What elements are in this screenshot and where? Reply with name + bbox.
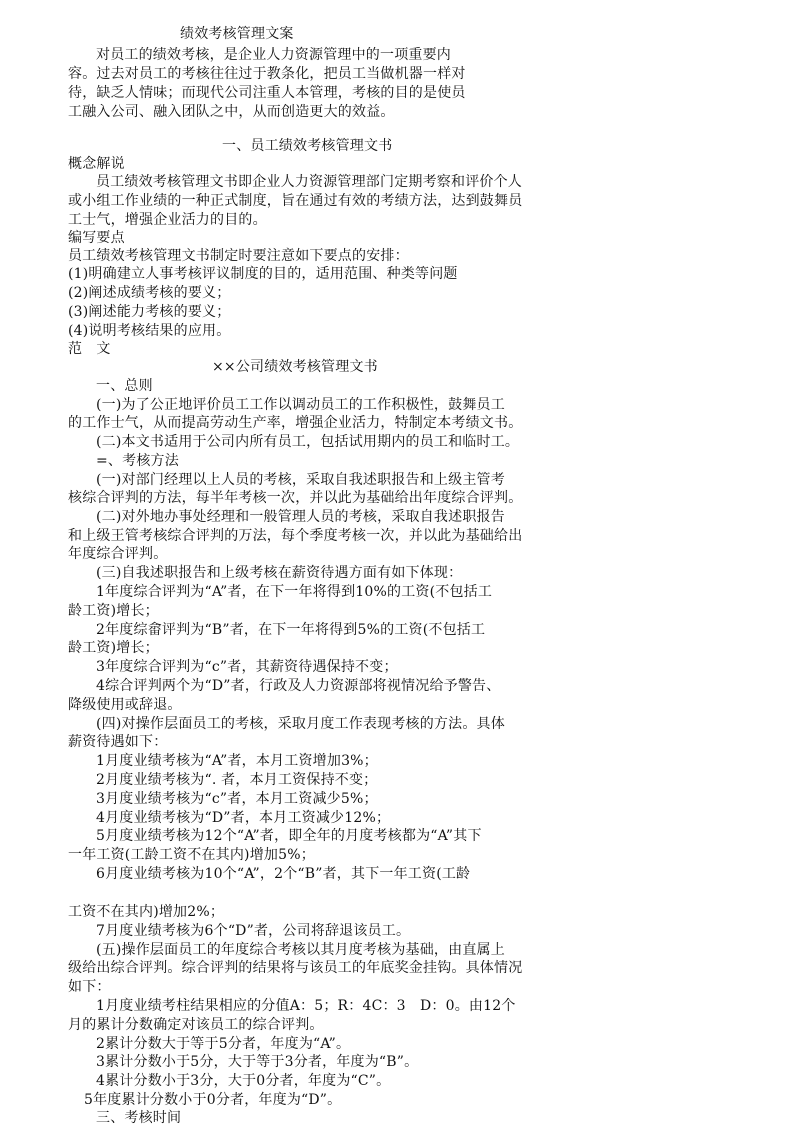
body-line: (一)对部门经理以上人员的考核，采取自我述职报告和上级主管考 xyxy=(96,472,505,488)
body-line: (四)对操作层面员工的考核，采取月度工作表现考核的方法。具体 xyxy=(96,716,505,732)
body-line: 龄工资)增长； xyxy=(68,640,159,656)
body-line: =、考核方法 xyxy=(96,453,179,469)
body-line: 降级使用或辞退。 xyxy=(68,697,182,713)
intro-line: 待，缺乏人情味；而现代公司注重人本管理，考核的目的是使员 xyxy=(68,85,466,101)
body-line: (三)自我述职报告和上级考核在薪资待遇方面有如下体现： xyxy=(96,565,463,581)
body-line: 4综合评判两个为“D”者，行政及人力资源部将视情况给予警告、 xyxy=(96,678,501,694)
writing-label: 编写要点 xyxy=(68,230,125,246)
body-line: (一)为了公正地评价员工工作以调动员工的工作积极性，鼓舞员工 xyxy=(96,397,505,413)
body-line: 和上级王管考核综合评判的万法，每个季度考核一次，并以此为基础给出 xyxy=(68,528,523,544)
body-line: (二)对外地办事处经理和一般管理人员的考核，采取自我述职报告 xyxy=(96,509,505,525)
writing-point: (4)说明考核结果的应用。 xyxy=(68,323,231,339)
body-line: 龄工资)增长； xyxy=(68,603,159,619)
body-line: 三、考核时间 xyxy=(96,1110,182,1126)
intro-line: 工融入公司、融入团队之中，从而创造更大的效益。 xyxy=(68,104,395,120)
body-line: 工资不在其内)增加2%； xyxy=(68,904,225,920)
writing-point: (3)阐述能力考核的要义； xyxy=(68,304,231,320)
body-line: 7月度业绩考核为6个“D”者，公司将辞退该员工。 xyxy=(96,923,411,939)
body-line: 如下： xyxy=(68,979,111,995)
intro-line: 对员工的绩效考核，是企业人力资源管理中的一项重要内 xyxy=(96,47,451,63)
body-line: 核综合评判的方法，每半年考核一次，并以此为基础给出年度综合评判。 xyxy=(68,490,523,506)
section-heading: 一、员工绩效考核管理文书 xyxy=(222,138,393,154)
body-line: 3累计分数小于5分，大于等于3分者，年度为“B”。 xyxy=(96,1054,419,1070)
concept-label: 概念解说 xyxy=(68,156,125,172)
body-line: 1月度业绩考核为“A”者，本月工资增加3%； xyxy=(96,753,378,769)
body-line: 1月度业绩考柱结果相应的分值A：5；R：4C：3 D：0。由12个 xyxy=(96,998,516,1014)
body-line: (二)本文书适用于公司内所有员工，包括试用期内的员工和临时工。 xyxy=(96,434,520,450)
doc-title: 绩效考核管理文案 xyxy=(180,26,294,42)
body-line: 4月度业绩考核为“D”者，本月工资减少12%； xyxy=(96,810,391,826)
body-line: 的工作士气，从而提高劳动生产率，增强企业活力，特制定本考绩文书。 xyxy=(68,415,523,431)
body-line: 6月度业绩考核为10个“A”，2个“B”者，其下一年工资(工龄 xyxy=(96,866,471,882)
body-line: 薪资待遇如下： xyxy=(68,734,168,750)
sample-label: 范 文 xyxy=(68,341,111,357)
writing-point: (2)阐述成绩考核的要义； xyxy=(68,285,231,301)
body-line: 4累计分数小于3分，大于0分者，年度为“C”。 xyxy=(96,1073,391,1089)
body-line: 2累计分数大于等于5分者，年度为“A”。 xyxy=(96,1036,351,1052)
concept-line: 或小组工作业绩的一种正式制度，旨在通过有效的考绩方法，达到鼓舞员 xyxy=(68,193,523,209)
body-line: 5年度累计分数小于0分者，年度为“D”。 xyxy=(84,1092,342,1108)
body-line: 5月度业绩考核为12个“A”者，即全年的月度考核都为“A”其下 xyxy=(96,828,482,844)
sample-title: ××公司绩效考核管理文书 xyxy=(212,359,378,375)
body-line: 2年度综畲评判为“B”者，在下一年将得到5%的工资(不包括工 xyxy=(96,622,486,638)
body-line: 一、总则 xyxy=(96,378,153,394)
body-line: 月的累计分数确定对该员工的综合评判。 xyxy=(68,1017,324,1033)
body-line: 1年度综合评判为“A”者，在下一年将得到10%的工资(不包括工 xyxy=(96,584,493,600)
body-line: 一年工资(工龄工资不在其内)增加5%； xyxy=(68,847,315,863)
body-line: 年度综合评判。 xyxy=(68,546,168,562)
body-line: (五)操作层面员工的年度综合考核以其月度考核为基础，由直属上 xyxy=(96,942,505,958)
writing-point: (1)明确建立人事考核评议制度的目的，适用范围、种类等问题 xyxy=(68,266,458,282)
concept-line: 工士气，增强企业活力的目的。 xyxy=(68,212,267,228)
intro-line: 容。过去对员工的考核往往过于教条化，把员工当做机器一样对 xyxy=(68,66,466,82)
body-line: 级给出综合评判。综合评判的结果将与该员工的年底奖金挂钩。具体情况 xyxy=(68,960,523,976)
body-line: 3年度综合评判为“c”者，其薪资待遇保持不变； xyxy=(96,659,398,675)
body-line: 2月度业绩考核为“. 者，本月工资保持不变； xyxy=(96,772,378,788)
body-line: 3月度业绩考核为“c”者，本月工资减少5%； xyxy=(96,791,378,807)
writing-intro: 员工绩效考核管理文书制定时要注意如下要点的安排： xyxy=(68,248,409,264)
concept-line: 员工绩效考核管理文书即企业人力资源管理部门定期考察和评价个人 xyxy=(96,174,522,190)
